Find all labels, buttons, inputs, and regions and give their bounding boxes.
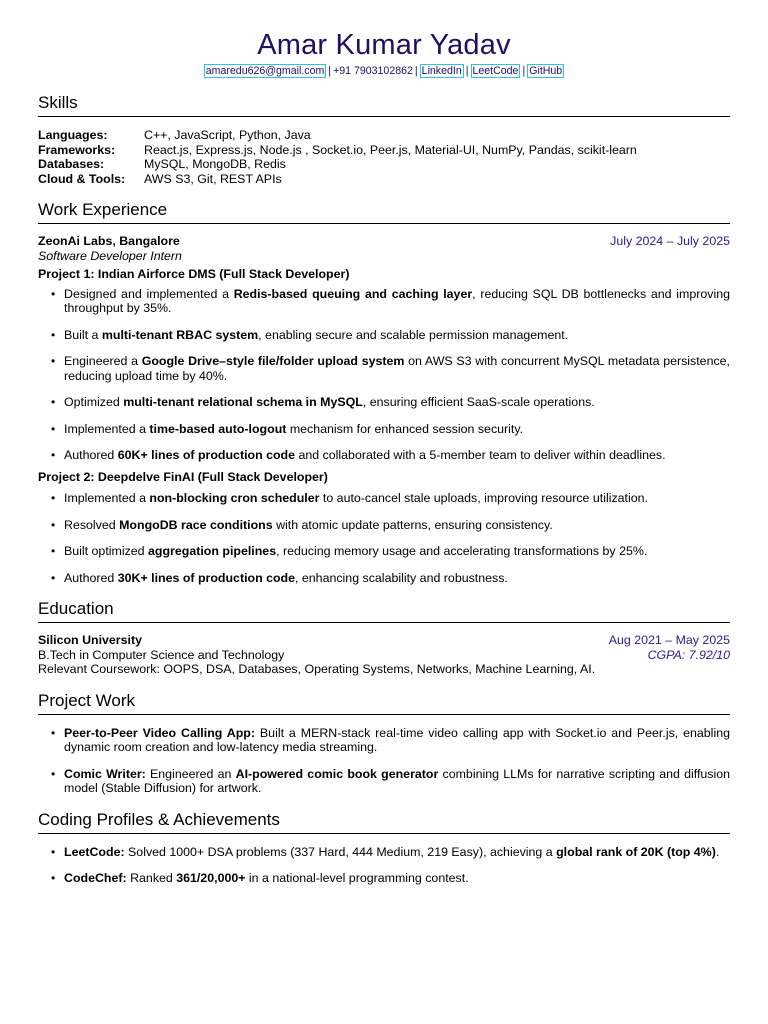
text-span: Built a [64, 327, 102, 342]
list-item [38, 726, 730, 755]
text-span: Built optimized [64, 544, 149, 558]
skill-value: AWS S3, Git, REST APIs [144, 171, 282, 186]
bold-text: global rank of 20K (top 4%) [556, 844, 716, 859]
bold-text: AI-powered comic book generator [235, 766, 439, 781]
section-title-skills: Skills [38, 93, 730, 117]
list-item [38, 287, 730, 316]
text-span: Authored [64, 448, 118, 462]
company-name: ZeonAi Labs, Bangalore [38, 234, 180, 248]
text-span: on AWS S3 with concurrent MySQL metadata persistence, reducing upload time by 40%. [64, 354, 730, 383]
job-header [38, 234, 730, 249]
email-link[interactable]: amaredu626@gmail.com [205, 65, 325, 77]
cgpa: CGPA: 7.92/10 [647, 647, 730, 662]
skill-key: Cloud & Tools: [38, 171, 126, 186]
text-span: Implemented a [64, 421, 150, 436]
text-span: mechanism for enhanced session security. [286, 421, 524, 436]
list-item [38, 328, 730, 343]
bold-text: aggregation pipelines [148, 544, 277, 558]
job-role: Software Developer Intern [38, 248, 182, 263]
text-span: , enhancing scalability and robustness. [295, 570, 508, 585]
item-label: Comic Writer: [64, 766, 146, 781]
list-item [38, 544, 730, 559]
skills-row [38, 143, 637, 158]
skill-value: React.js, Express.js, Node.js , Socket.io, Peer.js, Material-UI, NumPy, Pandas, scikit-learn [144, 142, 637, 157]
school-name: Silicon University [38, 633, 142, 647]
contact-line [38, 64, 730, 78]
separator: | [465, 65, 469, 77]
project-2-bullets [38, 491, 730, 585]
degree: B.Tech in Computer Science and Technology [38, 647, 285, 662]
bold-text: 60K+ lines of production code [117, 448, 296, 462]
list-item [38, 845, 730, 860]
list-item [38, 767, 730, 796]
section-title-work: Work Experience [38, 200, 730, 224]
project-1-bullets [38, 287, 730, 463]
text-span: , ensuring efficient SaaS-scale operations. [362, 395, 595, 409]
text-span: , reducing SQL DB bottlenecks and improving throughput by 35%. [64, 286, 730, 315]
text-span: Solved 1000+ DSA problems (337 Hard, 444 Medium, 219 Easy), achieving a [124, 844, 557, 859]
phone-number: +91 7903102862 [333, 65, 413, 77]
skill-key: Frameworks: [38, 142, 116, 157]
bold-text: MongoDB race conditions [119, 517, 273, 532]
separator: | [328, 65, 332, 77]
text-span: , reducing memory usage and accelerating transformations by 25%. [276, 544, 648, 558]
list-item [38, 491, 730, 506]
text-span: . [715, 844, 720, 859]
skills-row [38, 157, 637, 172]
bold-text: Google Drive–style file/folder upload system [141, 354, 405, 368]
linkedin-link[interactable]: LinkedIn [421, 65, 462, 77]
list-item [38, 448, 730, 463]
bold-text: non-blocking cron scheduler [149, 491, 320, 505]
text-span: and collaborated with a 5-member team to deliver within deadlines. [295, 448, 666, 462]
section-title-education: Education [38, 599, 730, 623]
job-dates: July 2024 – July 2025 [610, 234, 730, 248]
list-item [38, 571, 730, 586]
bold-text: 361/20,000+ [176, 871, 246, 885]
text-span: Implemented a [64, 491, 150, 505]
text-span: with atomic update patterns, ensuring consistency. [272, 517, 553, 532]
section-title-projects: Project Work [38, 691, 730, 715]
coursework: Relevant Coursework: OOPS, DSA, Databases, Operating Systems, Networks, Machine Learning, AI. [38, 662, 596, 676]
text-span: Engineered an [145, 766, 236, 781]
leetcode-link[interactable]: LeetCode [472, 65, 519, 77]
education-degree-row [38, 648, 730, 663]
skills-row [38, 172, 637, 187]
text-span: Engineered a [64, 354, 142, 368]
text-span: to auto-cancel stale uploads, improving resource utilization. [319, 491, 648, 505]
skill-key: Databases: [38, 157, 105, 171]
text-span: Resolved [64, 517, 120, 532]
candidate-name: Amar Kumar Yadav [257, 29, 511, 61]
project-2-title: Project 2: Deepdelve FinAI (Full Stack Developer) [38, 469, 328, 484]
text-span: Authored [64, 570, 118, 585]
text-span: Built a MERN-stack real-time video calling app with Socket.io and Peer.js, enabling dynamic room creation and low-latency media streaming. [64, 725, 730, 754]
skills-row [38, 128, 637, 143]
text-span: Optimized [64, 395, 124, 409]
list-item [38, 871, 730, 886]
item-label: LeetCode: [64, 844, 125, 859]
item-label: Peer-to-Peer Video Calling App: [64, 725, 255, 740]
item-label: CodeChef: [64, 871, 127, 885]
skill-value: C++, JavaScript, Python, Java [144, 128, 311, 142]
list-item [38, 395, 730, 410]
text-span: in a national-level programming contest. [245, 871, 469, 885]
github-link[interactable]: GitHub [529, 65, 563, 77]
education-header [38, 633, 730, 648]
skill-value: MySQL, MongoDB, Redis [144, 157, 286, 171]
coding-list [38, 845, 730, 886]
bold-text: Redis-based queuing and caching layer [233, 286, 473, 301]
project-work-list [38, 726, 730, 796]
text-span: Designed and implemented a [64, 286, 234, 301]
list-item [38, 422, 730, 437]
skills-table [38, 128, 637, 186]
text-span: combining LLMs for narrative scripting and diffusion model (Stable Diffusion) for artwork. [64, 766, 731, 795]
separator: | [414, 65, 418, 77]
separator: | [522, 65, 526, 77]
text-span: Ranked [126, 871, 177, 885]
section-title-coding: Coding Profiles & Achievements [38, 810, 730, 834]
bold-text: multi-tenant relational schema in MySQL [123, 395, 363, 409]
bold-text: 30K+ lines of production code [117, 570, 296, 585]
bold-text: multi-tenant RBAC system [101, 327, 259, 342]
list-item [38, 518, 730, 533]
bold-text: time-based auto-logout [149, 421, 287, 436]
text-span: , enabling secure and scalable permission management. [258, 327, 569, 342]
list-item [38, 354, 730, 383]
education-dates: Aug 2021 – May 2025 [608, 633, 730, 647]
skill-key: Languages: [38, 128, 108, 142]
project-1-title: Project 1: Indian Airforce DMS (Full Stack Developer) [38, 267, 350, 281]
